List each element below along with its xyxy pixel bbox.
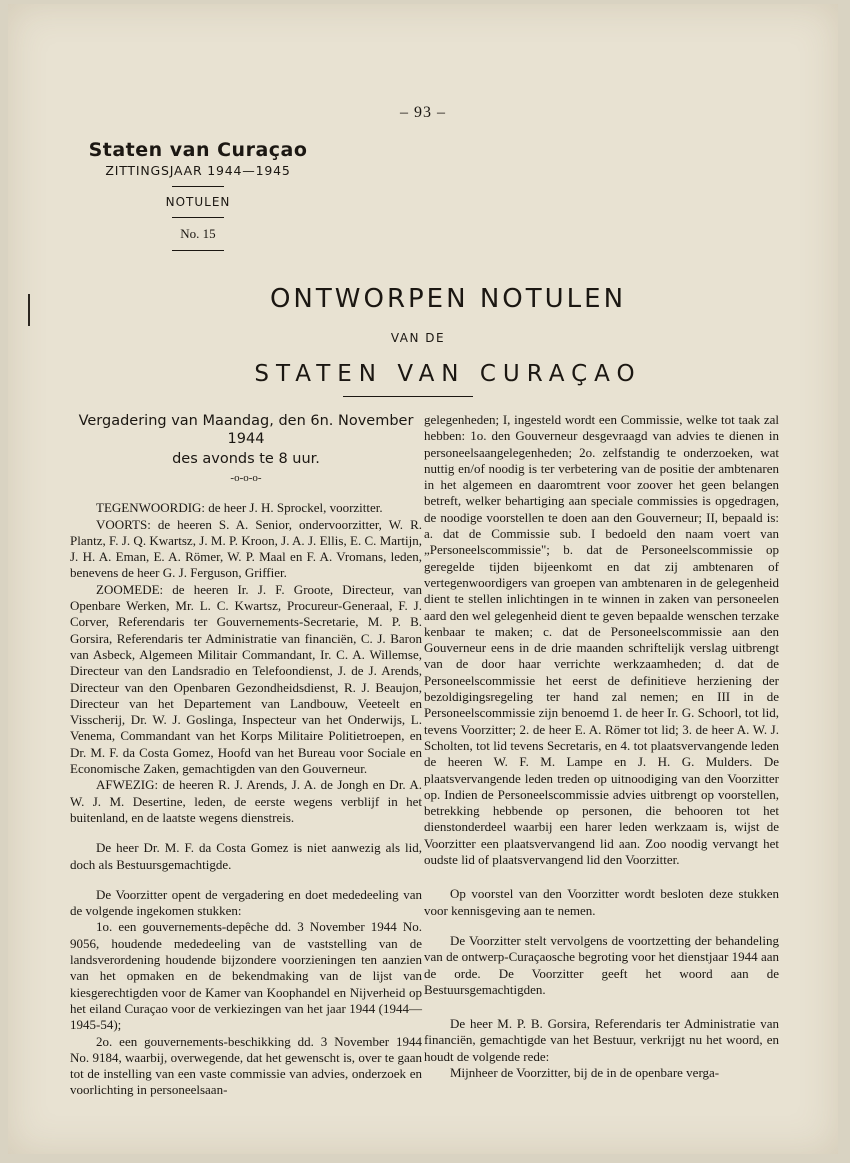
left-column [70, 412, 422, 1099]
paragraph-commission: gelegenheden; I, ingesteld wordt een Commissie, welke tot taak zal hebben: 1o. den Gouverneur desgevraagd van advies te dienen in personeelsaangelegenheden; 2o. zelfstandig te onderzoeken, wat nuttig en/of noodig is ter verbetering van de positie der ambtenaren in het algemeen en daaromtrent voor zoover het geen belangen betreft, welker behartiging aan speciale commissies is opgedragen, de noodige voorstellen te doen aan den Gouverneur; II, bepaald is: a. dat de Commissie sub. I bedoeld den naam voert van „Personeelscommissie"; b. dat de Personeelscommissie op geregelde tijden bijeenkomt en dat zij ambtenaren of vertegenwoordigers van groepen van ambtenaren in de gelegenheid dient te stellen inlichtingen in te winnen in zaken van personeelen aard den wel gelegenheid dient te geven bepaalde wenschen terzake kenbaar te maken; c. dat de Personeelscommissie aan den Gouverneur eens in de drie maanden schriftelijk verslag uitbrengt van de door haar verrichte werkzaamheden; d. dat de Personeelscommissie het eerst de definitieve herziening der bezoldigingsregeling ter hand zal nemen; en III in de Personeelscommissie zijn benoemd 1. de heer Ir. G. Schoorl, tot lid, tevens Voorzitter; 2. de heer E. A. Römer tot lid; 3. de heer A. W. J. Scholten, tot lid tevens Secretaris, en 4. tot plaatsvervangende leden de heeren W. F. M. Lampe en J. H. G. Mulders. De plaatsvervangende leden treden op uitnoodiging van den Voorzitter op. Indien de Personeelscommissie advies uitbrengt op voorstellen, betrekking hebbende op personen, die behooren tot het dienstonderdeel waarbij een harer leden werkzaam is, wijst de Voorzitter een plaatsvervangend lid aan. Zoo noodig vervangt het oudste lid of plaatsvervangend lid den Voorzitter. [424, 412, 779, 868]
paragraph-present: TEGENWOORDIG: de heer J. H. Sprockel, voorzitter. [96, 500, 383, 516]
meeting-line-1: Vergadering van Maandag, den 6n. November 1944 [78, 413, 414, 447]
document-title: ONTWORPEN NOTULEN [269, 284, 627, 314]
masthead-type: NOTULEN [165, 195, 231, 209]
right-column [424, 412, 779, 1081]
paragraph-also: VOORTS: de heeren S. A. Senior, ondervoorzitter, W. R. Plantz, F. J. Q. Kwartsz, J. M. P. Kroon, J. A. J. Ellis, E. C. Martijn, J. H. A. Eman, E. A. Römer, W. P. Maal en F. A. Vromans, leden, benevens de heer G. J. Ferguson, Griffier. [70, 516, 422, 581]
masthead-rule [172, 217, 224, 218]
title-van-de: VAN DE [390, 331, 446, 345]
masthead [68, 139, 328, 259]
paragraph-item-1: 1o. een gouvernements-depêche dd. 3 November 1944 No. 9056, houdende mededeeling van de vaststelling van de landsverordening houdende bijzondere voorzieningen ten aanzien van het opmaken en de bekendmaking van de lijst van kiesgerechtigden voor de Kamer van Koophandel en Nijverheid op het eiland Curaçao voor de verkiezingen van het jaar 1944 (1944—1945-54); [70, 919, 422, 1033]
title-underline [343, 396, 473, 397]
paragraph-da-costa-gomez: De heer Dr. M. F. da Costa Gomez is niet aanwezig als lid, doch als Bestuursgemachtigde. [70, 840, 422, 872]
masthead-number: No. 15 [180, 226, 216, 241]
paragraph-budget: De Voorzitter stelt vervolgens de voortzetting der behandeling van de ontwerp-Curaçaosche begroting voor het dienstjaar 1944 aan de orde. De Voorzitter geeft het woord aan de Bestuursgemachtigden. [424, 932, 779, 997]
paragraph-speech-start: Mijnheer de Voorzitter, bij de in de openbare verga- [450, 1064, 720, 1080]
separator: -o-o-o- [230, 472, 262, 484]
paragraph-absent: AFWEZIG: de heeren R. J. Arends, J. A. de Jongh en Dr. A. W. J. M. Desertine, leden, de eerste wegens verblijf in het buitenland, en de laatste wegens dienstreis. [70, 777, 422, 825]
meeting-line-2: des avonds te 8 uur. [172, 451, 320, 467]
margin-mark [28, 294, 30, 326]
paragraph-furthermore: ZOOMEDE: de heeren Ir. J. F. Groote, Directeur, van Openbare Werken, Mr. L. C. Kwartsz, Procureur-Generaal, F. J. Corver, Referendaris ter Gouvernements-Secretarie, M. P. B. Gorsira, Referendaris ter Administratie van financiën, C. J. Baron van Asbeck, Algemeen Militair Commandant, Ir. C. A. Willemse, Directeur van den Landsradio en Telefoondienst, J. de J. Arends, Directeur van den Openbaren Gezondheidsdienst, R. J. Beaujon, Directeur van het Departement van Landbouw, Veeteelt en Visscherij, Dr. W. J. Goslinga, Inspecteur van het Onderwijs, L. Venema, Commandant van het Korps Militaire Politietroepen, en Dr. M. F. da Costa Gomez, Hoofd van het Bureau voor Sociale en Economische Zaken, gemachtigden van den Gouverneur. [70, 581, 422, 777]
page-number: – 93 – [400, 104, 446, 121]
paragraph-proposal: Op voorstel van den Voorzitter wordt besloten deze stukken voor kennisgeving aan te nemen. [424, 886, 779, 918]
document-page [8, 4, 838, 1154]
title-staten: STATEN VAN CURAÇAO [254, 361, 642, 387]
masthead-rule [172, 250, 224, 251]
masthead-rule [172, 186, 224, 187]
paragraph-chair-opens: De Voorzitter opent de vergadering en doet mededeeling van de volgende ingekomen stukken: [70, 886, 422, 919]
masthead-title: Staten van Curaçao [88, 139, 308, 161]
masthead-session-year: ZITTINGSJAAR 1944—1945 [105, 163, 291, 178]
paragraph-item-2: 2o. een gouvernements-beschikking dd. 3 November 1944 No. 9184, waarbij, overwegende, dat het gewenscht is, over te gaan tot de instelling van een vaste commissie van advies, onderzoek en voorlichting in personeelsaan- [70, 1033, 422, 1098]
paragraph-gorsira: De heer M. P. B. Gorsira, Referendaris ter Administratie van financiën, gemachtigde van het Bestuur, verkrijgt nu het woord, en houdt de volgende rede: [424, 1016, 779, 1064]
